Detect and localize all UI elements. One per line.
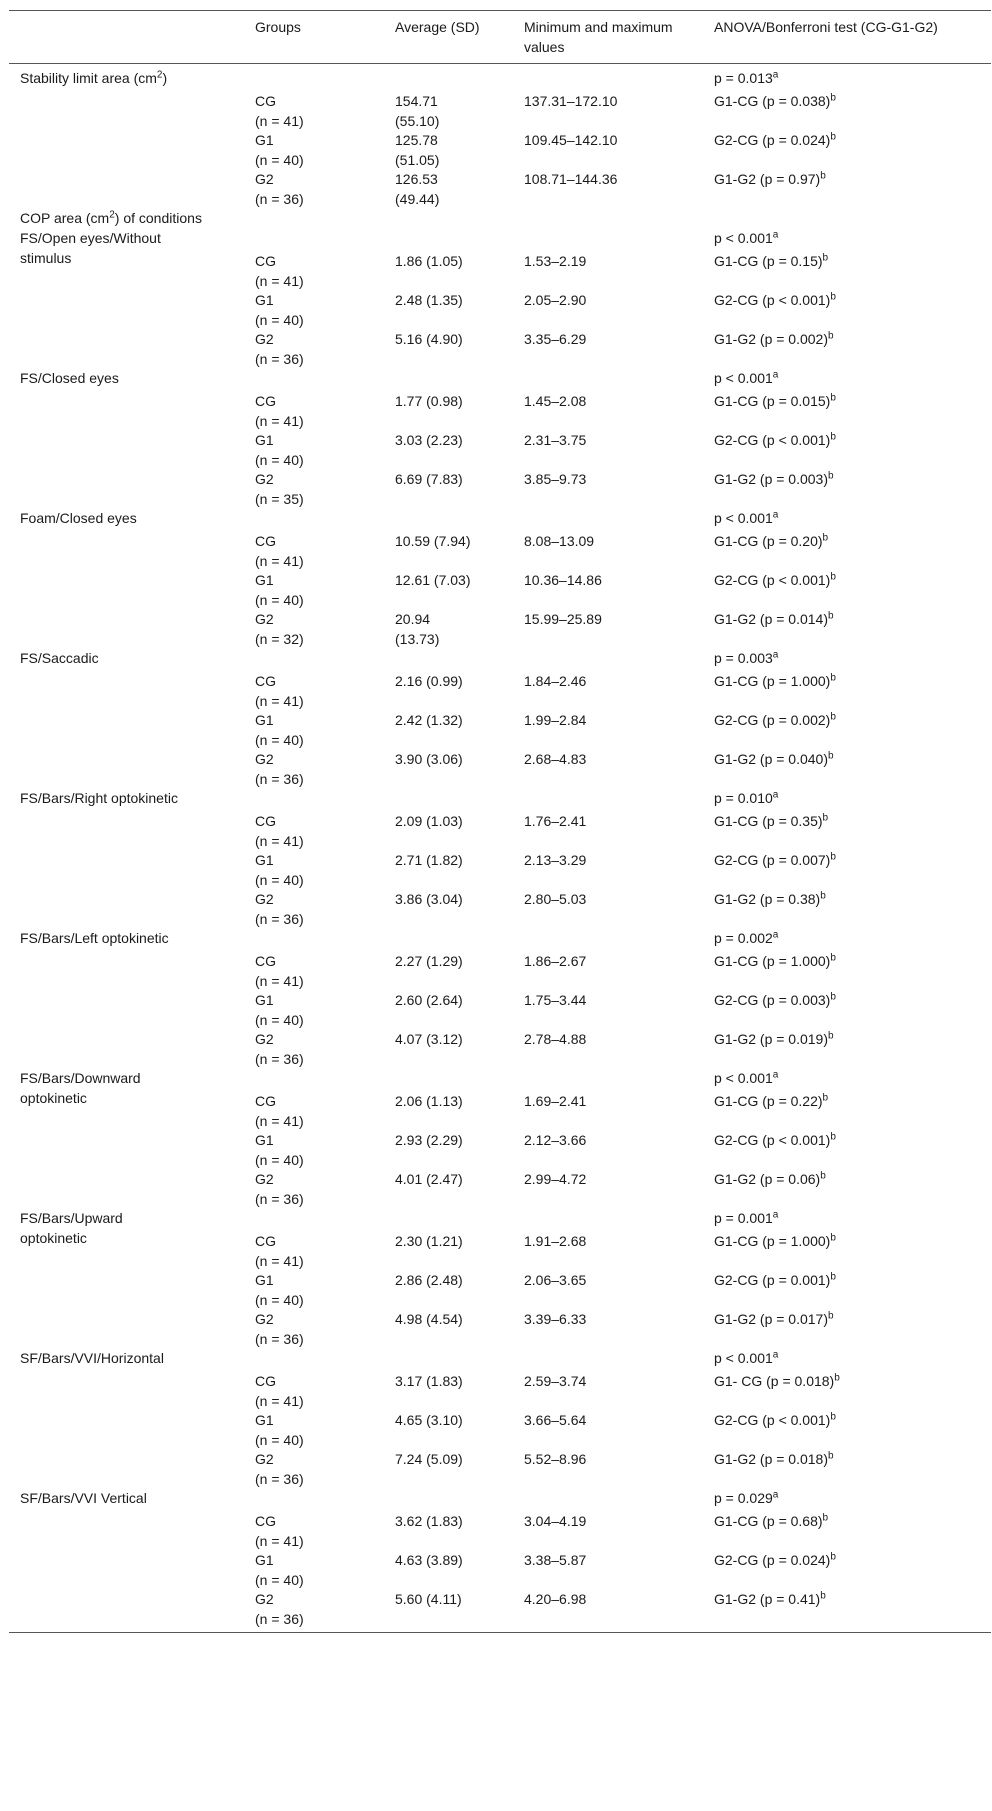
- section-10-row-0-range: 3.04–4.19: [524, 1513, 587, 1529]
- section-4-row-2-range: 2.68–4.83: [524, 751, 587, 767]
- section-7-label-cont: optokinetic: [20, 1090, 87, 1106]
- section-6-row-1-group: G1: [255, 992, 274, 1008]
- section-4-row-2-test: G1-G2 (p = 0.040)$^b$: [714, 750, 834, 767]
- section-2-row-0-range: 1.45–2.08: [524, 393, 587, 409]
- section-10-row-0-test: G1-CG (p = 0.68)$^b$: [714, 1512, 829, 1529]
- section-6-row-1-n: (n = 40): [255, 1012, 304, 1028]
- section-0-row-0-average-sd: (55.10): [395, 113, 440, 129]
- section-5-label: FS/Bars/Right optokinetic: [20, 790, 178, 806]
- section-7-row-2-n: (n = 36): [255, 1191, 304, 1207]
- section-0-row-1-range: 109.45–142.10: [524, 132, 618, 148]
- section-1-row-1-test-footnote: b: [830, 291, 836, 303]
- section-5-row-1-average: 2.71 (1.82): [395, 852, 463, 868]
- section-5-row-0-n: (n = 41): [255, 833, 304, 849]
- section-4-row-2-n: (n = 36): [255, 771, 304, 787]
- section-7-row-0-test: G1-CG (p = 0.22)$^b$: [714, 1092, 829, 1109]
- section-6-row-1-average: 2.60 (2.64): [395, 992, 463, 1008]
- section-7-row-0-test-footnote: b: [822, 1092, 829, 1104]
- section-2-label: FS/Closed eyes: [20, 370, 119, 386]
- section-1-row-2-average: 5.16 (4.90): [395, 331, 463, 347]
- section-0-row-0-test-footnote: b: [830, 92, 836, 104]
- section-2-row-2-group: G2: [255, 471, 274, 487]
- section-8-row-0-n: (n = 41): [255, 1253, 304, 1269]
- section-8-row-1-range: 2.06–3.65: [524, 1272, 587, 1288]
- section-2-row-1-group: G1: [255, 432, 274, 448]
- section-6-row-2-test-footnote: b: [828, 1030, 834, 1042]
- section-8-row-1-n: (n = 40): [255, 1292, 304, 1308]
- section-9-row-0-n: (n = 41): [255, 1393, 304, 1409]
- section-10-row-1-test-footnote: b: [830, 1551, 836, 1563]
- section-6-label: FS/Bars/Left optokinetic: [20, 930, 169, 946]
- section-5-row-0-test-footnote: b: [822, 812, 829, 824]
- section-4-row-0-group: CG: [255, 673, 276, 689]
- section-3-row-1-range: 10.36–14.86: [524, 572, 602, 588]
- section-10-anova-p-footnote: a: [772, 1489, 779, 1501]
- section-3-row-2-test: G1-G2 (p = 0.014)$^b$: [714, 610, 834, 627]
- section-8-row-0-average: 2.30 (1.21): [395, 1233, 463, 1249]
- section-1-row-2-test-footnote: b: [828, 330, 834, 342]
- section-3-anova-p-footnote: a: [772, 509, 779, 521]
- section-1-row-2-group: G2: [255, 331, 274, 347]
- section-1-row-2-test: G1-G2 (p = 0.002)$^b$: [714, 330, 834, 347]
- section-10-row-2-n: (n = 36): [255, 1611, 304, 1627]
- section-0-row-1-group: G1: [255, 132, 274, 148]
- section-5-row-1-test: G2-CG (p = 0.007)$^b$: [714, 851, 836, 868]
- section-8-row-1-average: 2.86 (2.48): [395, 1272, 463, 1288]
- section-1-row-1-n: (n = 40): [255, 312, 304, 328]
- section-4-row-0-test: G1-CG (p = 1.000)$^b$: [714, 672, 836, 689]
- section-10-row-2-test: G1-G2 (p = 0.41)$^b$: [714, 1590, 826, 1607]
- section-1-row-0-test: G1-CG (p = 0.15)$^b$: [714, 252, 829, 269]
- section-6-row-0-group: CG: [255, 953, 276, 969]
- section-7-row-1-test-footnote: b: [830, 1131, 836, 1143]
- section-1-row-1-range: 2.05–2.90: [524, 292, 587, 308]
- section-9-row-1-n: (n = 40): [255, 1432, 304, 1448]
- section-6-anova-p: p = 0.002$^a$: [714, 929, 779, 946]
- section-3-row-1-average: 12.61 (7.03): [395, 572, 471, 588]
- section-4-row-0-average: 2.16 (0.99): [395, 673, 463, 689]
- section-9-row-2-test: G1-G2 (p = 0.018)$^b$: [714, 1450, 834, 1467]
- header-anova: ANOVA/Bonferroni test (CG-G1-G2): [714, 19, 938, 35]
- section-3-row-2-range: 15.99–25.89: [524, 611, 602, 627]
- section-4-anova-p: p = 0.003$^a$: [714, 649, 779, 666]
- section-2-row-2-test-footnote: b: [828, 470, 834, 482]
- section-5-row-2-range: 2.80–5.03: [524, 891, 587, 907]
- section-2-row-0-n: (n = 41): [255, 413, 304, 429]
- section-0-anova-p-footnote: a: [772, 69, 779, 81]
- section-8-anova-p: p = 0.001$^a$: [714, 1209, 779, 1226]
- section-2-anova-p: p < 0.001$^a$: [714, 369, 779, 386]
- section-3-row-0-average: 10.59 (7.94): [395, 533, 471, 549]
- section-3-row-1-n: (n = 40): [255, 592, 304, 608]
- section-6-row-0-average: 2.27 (1.29): [395, 953, 463, 969]
- section-7-row-1-n: (n = 40): [255, 1152, 304, 1168]
- section-2-row-0-test-footnote: b: [830, 392, 836, 404]
- section-6-row-0-range: 1.86–2.67: [524, 953, 587, 969]
- section-0-row-2-range: 108.71–144.36: [524, 171, 618, 187]
- header-groups: Groups: [255, 19, 301, 35]
- section-0-row-1-average: 125.78: [395, 132, 438, 148]
- section-8-row-2-n: (n = 36): [255, 1331, 304, 1347]
- section-10-label: SF/Bars/VVI Vertical: [20, 1490, 147, 1506]
- section-5-row-1-test-footnote: b: [830, 851, 836, 863]
- section-0-row-1-n: (n = 40): [255, 152, 304, 168]
- section-7-label: FS/Bars/Downward: [20, 1070, 141, 1086]
- section-7-row-1-average: 2.93 (2.29): [395, 1132, 463, 1148]
- section-10-row-2-group: G2: [255, 1591, 274, 1607]
- section-8-label-cont: optokinetic: [20, 1230, 87, 1246]
- section-6-row-0-test: G1-CG (p = 1.000)$^b$: [714, 952, 836, 969]
- section-7-row-2-range: 2.99–4.72: [524, 1171, 587, 1187]
- section-9-row-1-group: G1: [255, 1412, 274, 1428]
- section-5-row-2-average: 3.86 (3.04): [395, 891, 463, 907]
- section-3-row-0-test-footnote: b: [822, 532, 829, 544]
- section-4-row-1-average: 2.42 (1.32): [395, 712, 463, 728]
- section-1-row-2-range: 3.35–6.29: [524, 331, 587, 347]
- section-5-row-0-test: G1-CG (p = 0.35)$^b$: [714, 812, 829, 829]
- section-4-row-0-n: (n = 41): [255, 693, 304, 709]
- section-2-row-1-average: 3.03 (2.23): [395, 432, 463, 448]
- section-3-row-1-test-footnote: b: [830, 571, 836, 583]
- section-6-row-2-n: (n = 36): [255, 1051, 304, 1067]
- section-0-row-2-average-sd: (49.44): [395, 191, 440, 207]
- section-10-row-0-n: (n = 41): [255, 1533, 304, 1549]
- section-5-row-1-n: (n = 40): [255, 872, 304, 888]
- section-3-anova-p: p < 0.001$^a$: [714, 509, 779, 526]
- section-9-label: SF/Bars/VVI/Horizontal: [20, 1350, 164, 1366]
- section-1-label: FS/Open eyes/Without: [20, 230, 161, 246]
- section-8-anova-p-footnote: a: [772, 1209, 779, 1221]
- section-9-row-1-average: 4.65 (3.10): [395, 1412, 463, 1428]
- section-4-row-1-test-footnote: b: [830, 711, 836, 723]
- section-1-row-0-range: 1.53–2.19: [524, 253, 587, 269]
- section-5-row-0-group: CG: [255, 813, 276, 829]
- section-3-row-2-average-sd: (13.73): [395, 631, 440, 647]
- section-1-row-0-n: (n = 41): [255, 273, 304, 289]
- table-header: [9, 11, 991, 64]
- section-2-anova-p-footnote: a: [772, 369, 779, 381]
- section-0-row-0-test: G1-CG (p = 0.038)$^b$: [714, 92, 836, 109]
- section-1-row-0-group: CG: [255, 253, 276, 269]
- section-6-row-1-range: 1.75–3.44: [524, 992, 587, 1008]
- section-5-row-0-range: 1.76–2.41: [524, 813, 587, 829]
- section-10-anova-p: p = 0.029$^a$: [714, 1489, 779, 1506]
- section-5-row-2-test-footnote: b: [820, 890, 826, 902]
- section-7-row-0-average: 2.06 (1.13): [395, 1093, 463, 1109]
- section-4-row-1-group: G1: [255, 712, 274, 728]
- section-6-anova-p-footnote: a: [772, 929, 779, 941]
- header-average: Average (SD): [395, 19, 480, 35]
- section-10-row-1-test: G2-CG (p = 0.024)$^b$: [714, 1551, 836, 1568]
- section-0-label-footnote: 2: [156, 69, 163, 81]
- section-8-row-0-test: G1-CG (p = 1.000)$^b$: [714, 1232, 836, 1249]
- section-10-row-1-n: (n = 40): [255, 1572, 304, 1588]
- section-7-row-2-test-footnote: b: [820, 1170, 826, 1182]
- section-0-row-0-average: 154.71: [395, 93, 438, 109]
- section-9-row-0-average: 3.17 (1.83): [395, 1373, 463, 1389]
- section-1-row-1-group: G1: [255, 292, 274, 308]
- section-10-row-2-range: 4.20–6.98: [524, 1591, 587, 1607]
- section-0-row-0-group: CG: [255, 93, 276, 109]
- section-0-row-2-average: 126.53: [395, 171, 438, 187]
- section-7-row-1-test: G2-CG (p < 0.001)$^b$: [714, 1131, 836, 1148]
- section-1-row-0-test-footnote: b: [822, 252, 829, 264]
- section-7-anova-p-footnote: a: [772, 1069, 779, 1081]
- section-10-row-0-average: 3.62 (1.83): [395, 1513, 463, 1529]
- section-5-row-1-range: 2.13–3.29: [524, 852, 587, 868]
- section-1-label-cont: stimulus: [20, 250, 72, 266]
- section-8-row-2-group: G2: [255, 1311, 274, 1327]
- section-7-row-2-group: G2: [255, 1171, 274, 1187]
- section-3-row-1-group: G1: [255, 572, 274, 588]
- section-8-row-1-group: G1: [255, 1272, 274, 1288]
- section-4-row-2-test-footnote: b: [828, 750, 834, 762]
- section-9-anova-p: p < 0.001$^a$: [714, 1349, 779, 1366]
- section-0-row-0-n: (n = 41): [255, 113, 304, 129]
- section-4-row-2-average: 3.90 (3.06): [395, 751, 463, 767]
- section-4-row-1-test: G2-CG (p = 0.002)$^b$: [714, 711, 836, 728]
- section-4-anova-p-footnote: a: [772, 649, 779, 661]
- section-5-anova-p: p = 0.010$^a$: [714, 789, 779, 806]
- section-1-row-0-average: 1.86 (1.05): [395, 253, 463, 269]
- section-4-row-0-test-footnote: b: [830, 672, 836, 684]
- section-7-anova-p: p < 0.001$^a$: [714, 1069, 779, 1086]
- section-3-row-0-n: (n = 41): [255, 553, 304, 569]
- section-2-row-0-average: 1.77 (0.98): [395, 393, 463, 409]
- section-3-label: Foam/Closed eyes: [20, 510, 137, 526]
- section-5-row-2-group: G2: [255, 891, 274, 907]
- section-4-row-2-group: G2: [255, 751, 274, 767]
- section-7-row-1-range: 2.12–3.66: [524, 1132, 587, 1148]
- section-6-row-0-n: (n = 41): [255, 973, 304, 989]
- section-8-row-2-range: 3.39–6.33: [524, 1311, 587, 1327]
- section-3-row-0-range: 8.08–13.09: [524, 533, 595, 549]
- section-6-row-2-range: 2.78–4.88: [524, 1031, 587, 1047]
- section-1-anova-p-footnote: a: [772, 229, 779, 241]
- section-8-row-2-average: 4.98 (4.54): [395, 1311, 463, 1327]
- section-8-label: FS/Bars/Upward: [20, 1210, 123, 1226]
- section-2-row-0-test: G1-CG (p = 0.015)$^b$: [714, 392, 836, 409]
- section-6-row-2-average: 4.07 (3.12): [395, 1031, 463, 1047]
- section-0-row-0-range: 137.31–172.10: [524, 93, 618, 109]
- section-9-row-2-average: 7.24 (5.09): [395, 1451, 463, 1467]
- section-4-row-1-n: (n = 40): [255, 732, 304, 748]
- cop-heading-footnote: 2: [109, 209, 115, 221]
- section-2-row-2-range: 3.85–9.73: [524, 471, 587, 487]
- section-9-row-2-range: 5.52–8.96: [524, 1451, 587, 1467]
- section-2-row-1-test: G2-CG (p < 0.001)$^b$: [714, 431, 836, 448]
- section-0-row-1-average-sd: (51.05): [395, 152, 440, 168]
- section-7-row-1-group: G1: [255, 1132, 274, 1148]
- section-5-row-2-n: (n = 36): [255, 911, 304, 927]
- section-7-row-2-average: 4.01 (2.47): [395, 1171, 463, 1187]
- section-5-anova-p-footnote: a: [772, 789, 779, 801]
- header-min-max: Minimum and maximum values: [524, 19, 673, 55]
- section-3-row-2-test-footnote: b: [828, 610, 834, 622]
- section-2-row-1-test-footnote: b: [830, 431, 836, 443]
- section-5-row-0-average: 2.09 (1.03): [395, 813, 463, 829]
- section-9-row-2-group: G2: [255, 1451, 274, 1467]
- section-6-row-1-test-footnote: b: [830, 991, 836, 1003]
- section-0-row-2-test: G1-G2 (p = 0.97)$^b$: [714, 170, 826, 187]
- section-9-row-1-test-footnote: b: [830, 1411, 836, 1423]
- section-9-row-0-test-footnote: b: [834, 1372, 840, 1384]
- section-8-row-2-test: G1-G2 (p = 0.017)$^b$: [714, 1310, 834, 1327]
- section-5-row-2-test: G1-G2 (p = 0.38)$^b$: [714, 890, 826, 907]
- section-0-row-2-n: (n = 36): [255, 191, 304, 207]
- section-2-row-2-n: (n = 35): [255, 491, 304, 507]
- section-0-row-1-test-footnote: b: [830, 131, 836, 143]
- section-2-row-2-average: 6.69 (7.83): [395, 471, 463, 487]
- section-3-row-0-test: G1-CG (p = 0.20)$^b$: [714, 532, 829, 549]
- section-10-row-0-group: CG: [255, 1513, 276, 1529]
- section-2-row-1-n: (n = 40): [255, 452, 304, 468]
- section-4-label: FS/Saccadic: [20, 650, 99, 666]
- section-7-row-0-range: 1.69–2.41: [524, 1093, 587, 1109]
- section-6-row-2-group: G2: [255, 1031, 274, 1047]
- section-9-row-0-group: CG: [255, 1373, 276, 1389]
- section-7-row-0-n: (n = 41): [255, 1113, 304, 1129]
- section-2-row-1-range: 2.31–3.75: [524, 432, 587, 448]
- section-8-row-0-range: 1.91–2.68: [524, 1233, 587, 1249]
- section-9-anova-p-footnote: a: [772, 1349, 779, 1361]
- section-7-row-2-test: G1-G2 (p = 0.06)$^b$: [714, 1170, 826, 1187]
- section-2-row-2-test: G1-G2 (p = 0.003)$^b$: [714, 470, 834, 487]
- section-10-row-1-range: 3.38–5.87: [524, 1552, 587, 1568]
- section-0-label: Stability limit area $(cm^2)$: [20, 69, 168, 86]
- section-9-row-1-range: 3.66–5.64: [524, 1412, 587, 1428]
- section-10-row-1-average: 4.63 (3.89): [395, 1552, 463, 1568]
- section-6-row-1-test: G2-CG (p = 0.003)$^b$: [714, 991, 836, 1008]
- section-3-row-2-group: G2: [255, 611, 274, 627]
- section-4-row-0-range: 1.84–2.46: [524, 673, 587, 689]
- results-table: [9, 10, 991, 1633]
- section-3-row-0-group: CG: [255, 533, 276, 549]
- section-10-row-2-test-footnote: b: [820, 1590, 826, 1602]
- section-2-row-0-group: CG: [255, 393, 276, 409]
- section-10-row-1-group: G1: [255, 1552, 274, 1568]
- section-1-row-1-test: G2-CG (p < 0.001)$^b$: [714, 291, 836, 308]
- section-0-anova-p: p = 0.013$^a$: [714, 69, 779, 86]
- section-4-row-1-range: 1.99–2.84: [524, 712, 587, 728]
- section-1-row-2-n: (n = 36): [255, 351, 304, 367]
- section-1-row-1-average: 2.48 (1.35): [395, 292, 463, 308]
- section-8-row-0-group: CG: [255, 1233, 276, 1249]
- section-9-row-0-test: G1- CG (p = 0.018)$^b$: [714, 1372, 840, 1389]
- section-3-row-1-test: G2-CG (p < 0.001)$^b$: [714, 571, 836, 588]
- section-6-row-0-test-footnote: b: [830, 952, 836, 964]
- section-7-row-0-group: CG: [255, 1093, 276, 1109]
- section-0-row-1-test: G2-CG (p = 0.024)$^b$: [714, 131, 836, 148]
- section-0-row-2-group: G2: [255, 171, 274, 187]
- section-8-row-1-test: G2-CG (p = 0.001)$^b$: [714, 1271, 836, 1288]
- section-9-row-1-test: G2-CG (p < 0.001)$^b$: [714, 1411, 836, 1428]
- section-8-row-1-test-footnote: b: [830, 1271, 836, 1283]
- section-3-row-2-average: 20.94: [395, 611, 431, 627]
- section-10-row-2-average: 5.60 (4.11): [395, 1591, 462, 1607]
- section-8-row-0-test-footnote: b: [830, 1232, 836, 1244]
- section-1-anova-p: p < 0.001$^a$: [714, 229, 779, 246]
- section-9-row-2-test-footnote: b: [828, 1450, 834, 1462]
- section-3-row-2-n: (n = 32): [255, 631, 304, 647]
- section-0-row-2-test-footnote: b: [820, 170, 826, 182]
- section-6-row-2-test: G1-G2 (p = 0.019)$^b$: [714, 1030, 834, 1047]
- section-10-row-0-test-footnote: b: [822, 1512, 829, 1524]
- section-9-row-2-n: (n = 36): [255, 1471, 304, 1487]
- cop-heading: COP area $(cm^2)$ of conditions: [20, 209, 202, 226]
- section-9-row-0-range: 2.59–3.74: [524, 1373, 587, 1389]
- section-8-row-2-test-footnote: b: [828, 1310, 834, 1322]
- section-5-row-1-group: G1: [255, 852, 274, 868]
